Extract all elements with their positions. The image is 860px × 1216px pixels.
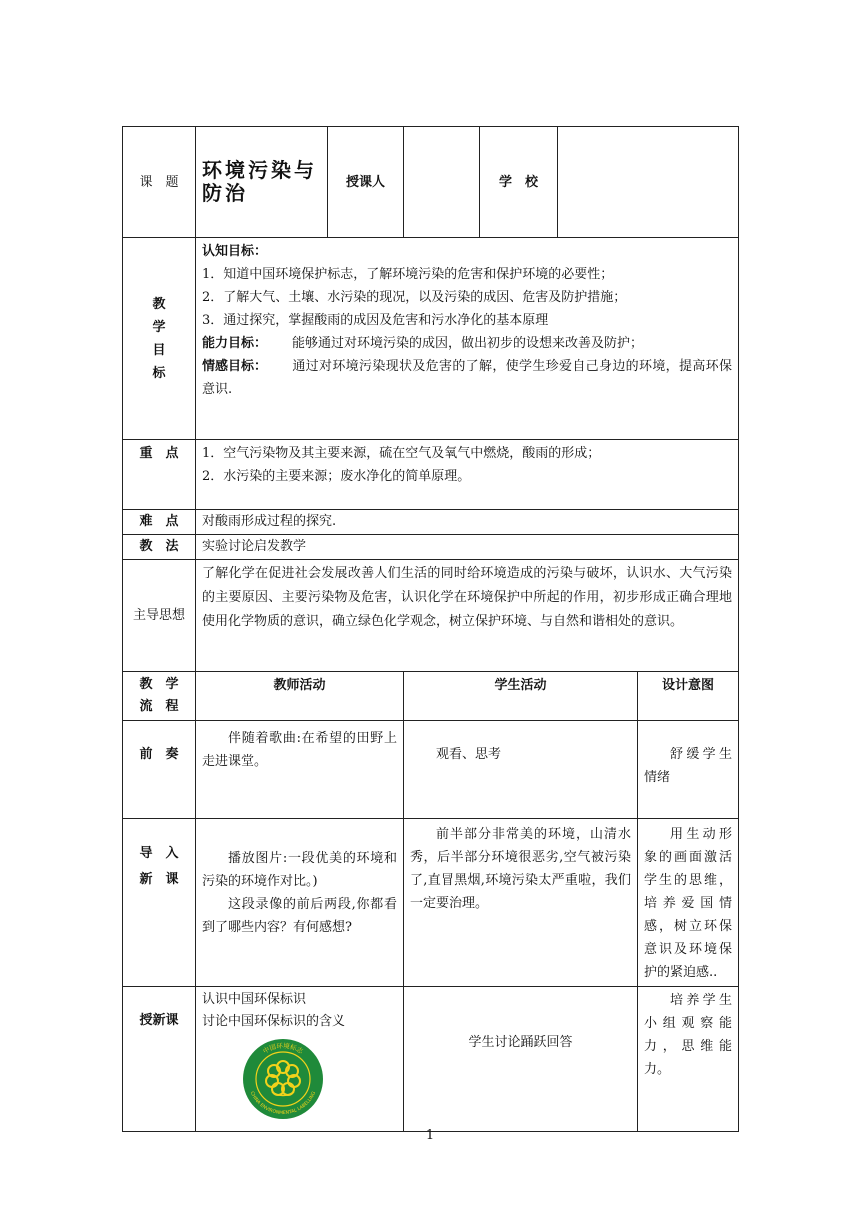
method-row	[123, 535, 739, 560]
teacher-activity: 认识中国环保标识 讨论中国环保标识的含义 中国环境标志 CHINA ENVIRONMENTAL LABELLING	[196, 987, 404, 1132]
stage-label: 授新课	[123, 987, 196, 1132]
school-value	[558, 127, 739, 238]
design-intent: 舒缓学生情绪	[638, 721, 739, 819]
student-activity: 学生讨论踊跃回答	[404, 987, 638, 1132]
teacher-value	[404, 127, 480, 238]
col-teacher-activity: 教师活动	[196, 672, 404, 721]
teacher-activity: 播放图片:一段优美的环境和污染的环境作对比。) 这段录像的前后两段,你都看到了哪些内容？有何感想?	[196, 819, 404, 987]
cognitive-item: 3．通过探究，掌握酸雨的成因及危害和污水净化的基本原理	[202, 313, 549, 328]
design-intent: 培养学生小组观察能力，思维能力。	[638, 987, 739, 1132]
svg-text:CHINA ENVIRONMENTAL LABELLING: CHINA ENVIRONMENTAL LABELLING	[248, 1091, 318, 1117]
cognitive-title: 认知目标：	[202, 244, 268, 259]
method-content: 实验讨论启发教学	[196, 535, 739, 560]
objectives-content	[196, 238, 739, 440]
student-activity: 观看、思考	[404, 721, 638, 819]
key-points-label: 重 点	[123, 440, 196, 510]
method-label: 教 法	[123, 535, 196, 560]
flow-header-row	[123, 672, 739, 721]
emotion-line: 情感目标： 通过对环境污染现状及危害的了解，使学生珍爱自己身边的环境，提高环保意识.	[202, 359, 732, 397]
objectives-row	[123, 238, 739, 440]
lesson-title: 环境污染与防治	[196, 127, 328, 238]
guiding-label: 主导思想	[123, 560, 196, 672]
difficulty-row	[123, 510, 739, 535]
guiding-content: 了解化学在促进社会发展改善人们生活的同时给环境造成的污染与破坏，认识水、大气污染的主要原因、主要污染物及危害，认识化学在环境保护中所起的作用，初步形成正确合理地使用化学物质的意识，确立绿色化学观念，树立保护环境、与自然和谐相处的意识。	[196, 560, 739, 672]
stage-label: 导 入 新 课	[123, 819, 196, 987]
flow-row-prelude	[123, 721, 739, 819]
svg-text:中国环境标志: 中国环境标志	[261, 1041, 305, 1056]
difficulty-label: 难 点	[123, 510, 196, 535]
ke-ti-label: 课 题	[123, 127, 196, 238]
school-label: 学 校	[480, 127, 558, 238]
flow-label: 教 学 流 程	[123, 672, 196, 721]
ability-line: 能力目标： 能够通过对环境污染的成因，做出初步的设想来改善及防护；	[202, 336, 644, 351]
flow-row-introduction	[123, 819, 739, 987]
guiding-row	[123, 560, 739, 672]
design-intent: 用生动形象的画面激活学生的思维，培养爱国情感，树立环保意识及环境保护的紧迫感..	[638, 819, 739, 987]
china-environmental-label-logo	[202, 1033, 397, 1129]
cognitive-item: 1．知道中国环境保护标志，了解环境污染的危害和保护环境的必要性；	[202, 267, 614, 282]
col-design-intent: 设计意图	[638, 672, 739, 721]
teacher-label: 授课人	[328, 127, 404, 238]
stage-label: 前 奏	[123, 721, 196, 819]
header-row	[123, 127, 739, 238]
teacher-activity: 伴随着歌曲:在希望的田野上走进课堂。	[196, 721, 404, 819]
student-activity: 前半部分非常美的环境，山清水秀，后半部分环境很恶劣,空气被污染了,直冒黑烟,环境污染太严重啦，我们一定要治理。	[404, 819, 638, 987]
key-points-row	[123, 440, 739, 510]
objectives-label: 教 学 目 标	[123, 238, 196, 440]
flow-row-new-lesson	[123, 987, 739, 1132]
lesson-plan-table	[122, 126, 739, 1132]
difficulty-content: 对酸雨形成过程的探究.	[196, 510, 739, 535]
cognitive-item: 2．了解大气、土壤、水污染的现况，以及污染的成因、危害及防护措施；	[202, 290, 627, 305]
page-number: 1	[425, 1128, 435, 1143]
key-points-content: 1．空气污染物及其主要来源，硫在空气及氧气中燃烧，酸雨的形成； 2．水污染的主要来源；废水净化的简单原理。	[196, 440, 739, 510]
col-student-activity: 学生活动	[404, 672, 638, 721]
